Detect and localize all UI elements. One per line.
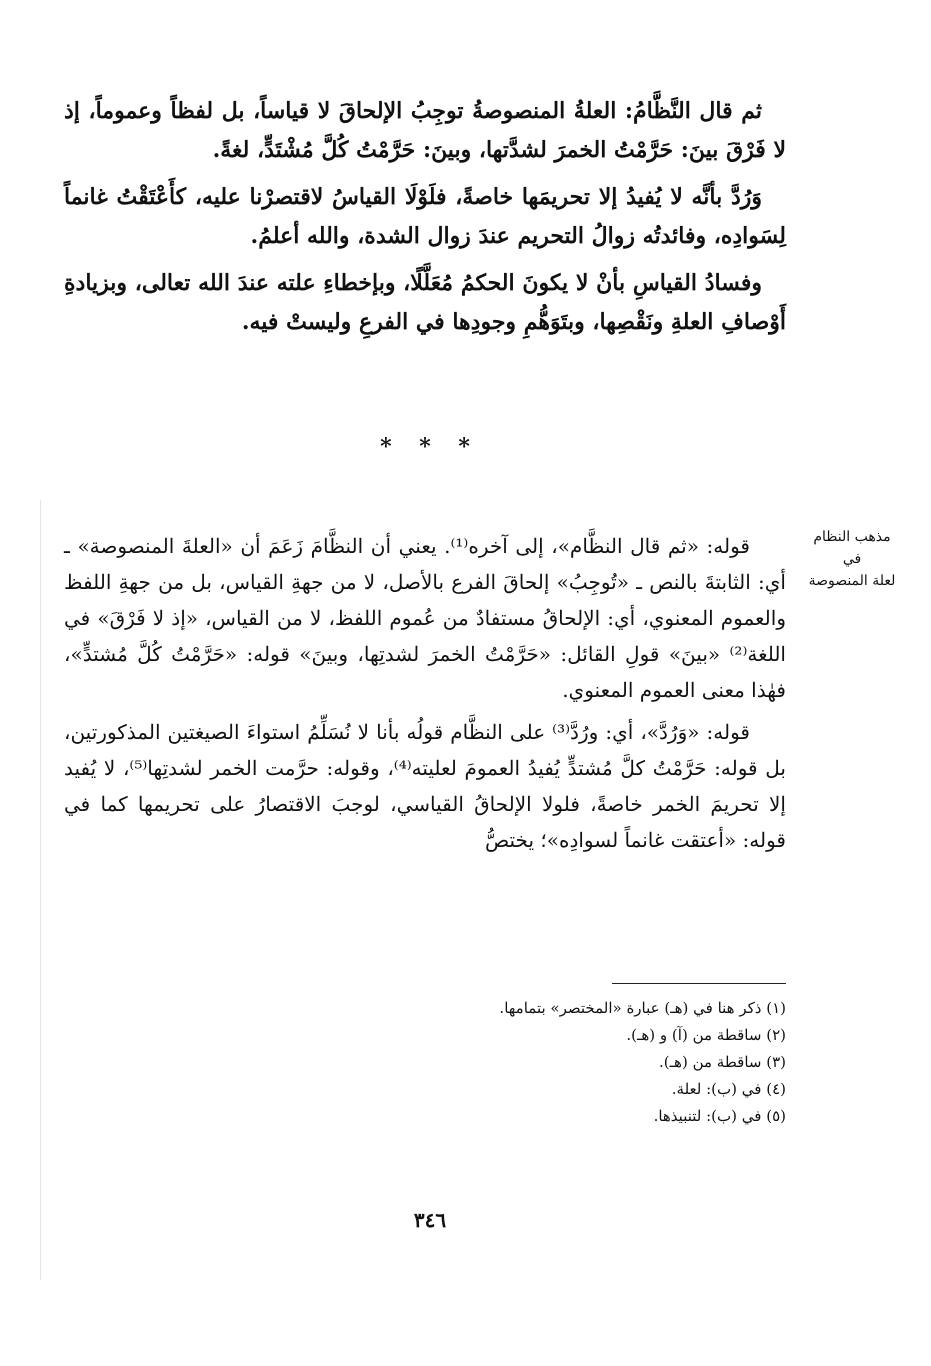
footnote: (١) ذكر هنا في (هـ) عبارة «المختصر» بتمامها.	[499, 999, 786, 1017]
main-text-paragraph: ثم قال النَّظَّامُ: العلةُ المنصوصةُ توجِبُ الإلحاقَ لا قياساً، بل لفظاً وعموماً، إذ لا فَرْقَ بينَ: حَرَّمْتُ الخمرَ لشدَّتها، وبينَ: حَرَّمْتُ كُلَّ مُشْتَدٍّ، لغةً.	[64, 98, 786, 163]
footnote: (٣) ساقطة من (هـ).	[659, 1053, 786, 1071]
commentary-block	[64, 528, 786, 864]
footnote: (٥) في (ب): لتنبيذها.	[653, 1107, 786, 1125]
main-text-block	[64, 92, 786, 350]
scan-margin-line	[40, 500, 41, 1280]
commentary-paragraph: قوله: «وَرُدَّ»، أي: ورُدَّ⁽³⁾ على النظَّام قولُه بأنا لا نُسَلِّمُ استواءَ الصيغتين المذكورتين، بل قوله: حَرَّمْتُ كلَّ مُشتدٍّ يُفيدُ العمومَ لعليته⁽⁴⁾، وقوله: حرَّمت الخمر لشدتِها⁽⁵⁾، لا يُفيد إلا تحريمَ الخمر خاصةً، فلولا الإلحاقُ القياسي، لوجبَ الاقتصارُ على تحريمها كما في قوله: «أعتقت غانماً لسوادِه»؛ يختصُّ	[64, 720, 786, 852]
margin-heading	[792, 526, 912, 592]
footnote: (٤) في (ب): لعلة.	[671, 1080, 786, 1098]
commentary-paragraph: قوله: «ثم قال النظَّام»، إلى آخره⁽¹⁾. يعني أن النظَّامَ زَعَمَ أن «العلةَ المنصوصة» ـ أي: الثابتةَ بالنص ـ «تُوجِبُ» إلحاقَ الفرع بالأصل، لا من جهةِ القياس، بل من جهةِ اللفظ والعموم المعنوي، أي: الإلحاقُ مستفادٌ من عُموم اللفظ، لا من القياس، «إذ لا فَرْقَ» في اللغة⁽²⁾ «بينَ» قولِ القائل: «حَرَّمْتُ الخمرَ لشدتِها، وبينَ» قوله: «حَرَّمْتُ كُلَّ مُشتدٍّ»، فهٰذا معنى العموم المعنوي.	[64, 534, 786, 702]
section-separator: * * *	[380, 434, 480, 460]
footnotes	[300, 995, 786, 1130]
main-text-paragraph: وفسادُ القياسِ بأنْ لا يكونَ الحكمُ مُعَلَّلًا، وبإخطاءِ علته عندَ الله تعالى، وبزيادةِ أَوْصافِ العلةِ ونَقْصِها، وبتَوَهُّمِ وجودِها في الفرعِ وليستْ فيه.	[64, 270, 786, 335]
margin-heading-line: مذهب النظام	[813, 529, 891, 545]
margin-heading-line: لعلة المنصوصة	[808, 573, 896, 589]
footnote-divider	[612, 983, 786, 984]
footnote: (٢) ساقطة من (آ) و (هـ).	[626, 1026, 786, 1044]
main-text-paragraph: وَرُدَّ بأنَّه لا يُفيدُ إلا تحريمَها خاصةً، فلَوْلَا القياسُ لاقتصرْنا عليه، كأَعْتَقْتُ غانماً لِسَوادِه، وفائدتُه زوالُ التحريم عندَ زوال الشدة، والله أعلمُ.	[64, 184, 786, 249]
page-number: ٣٤٦	[413, 1208, 447, 1232]
margin-heading-line: في	[842, 551, 862, 567]
